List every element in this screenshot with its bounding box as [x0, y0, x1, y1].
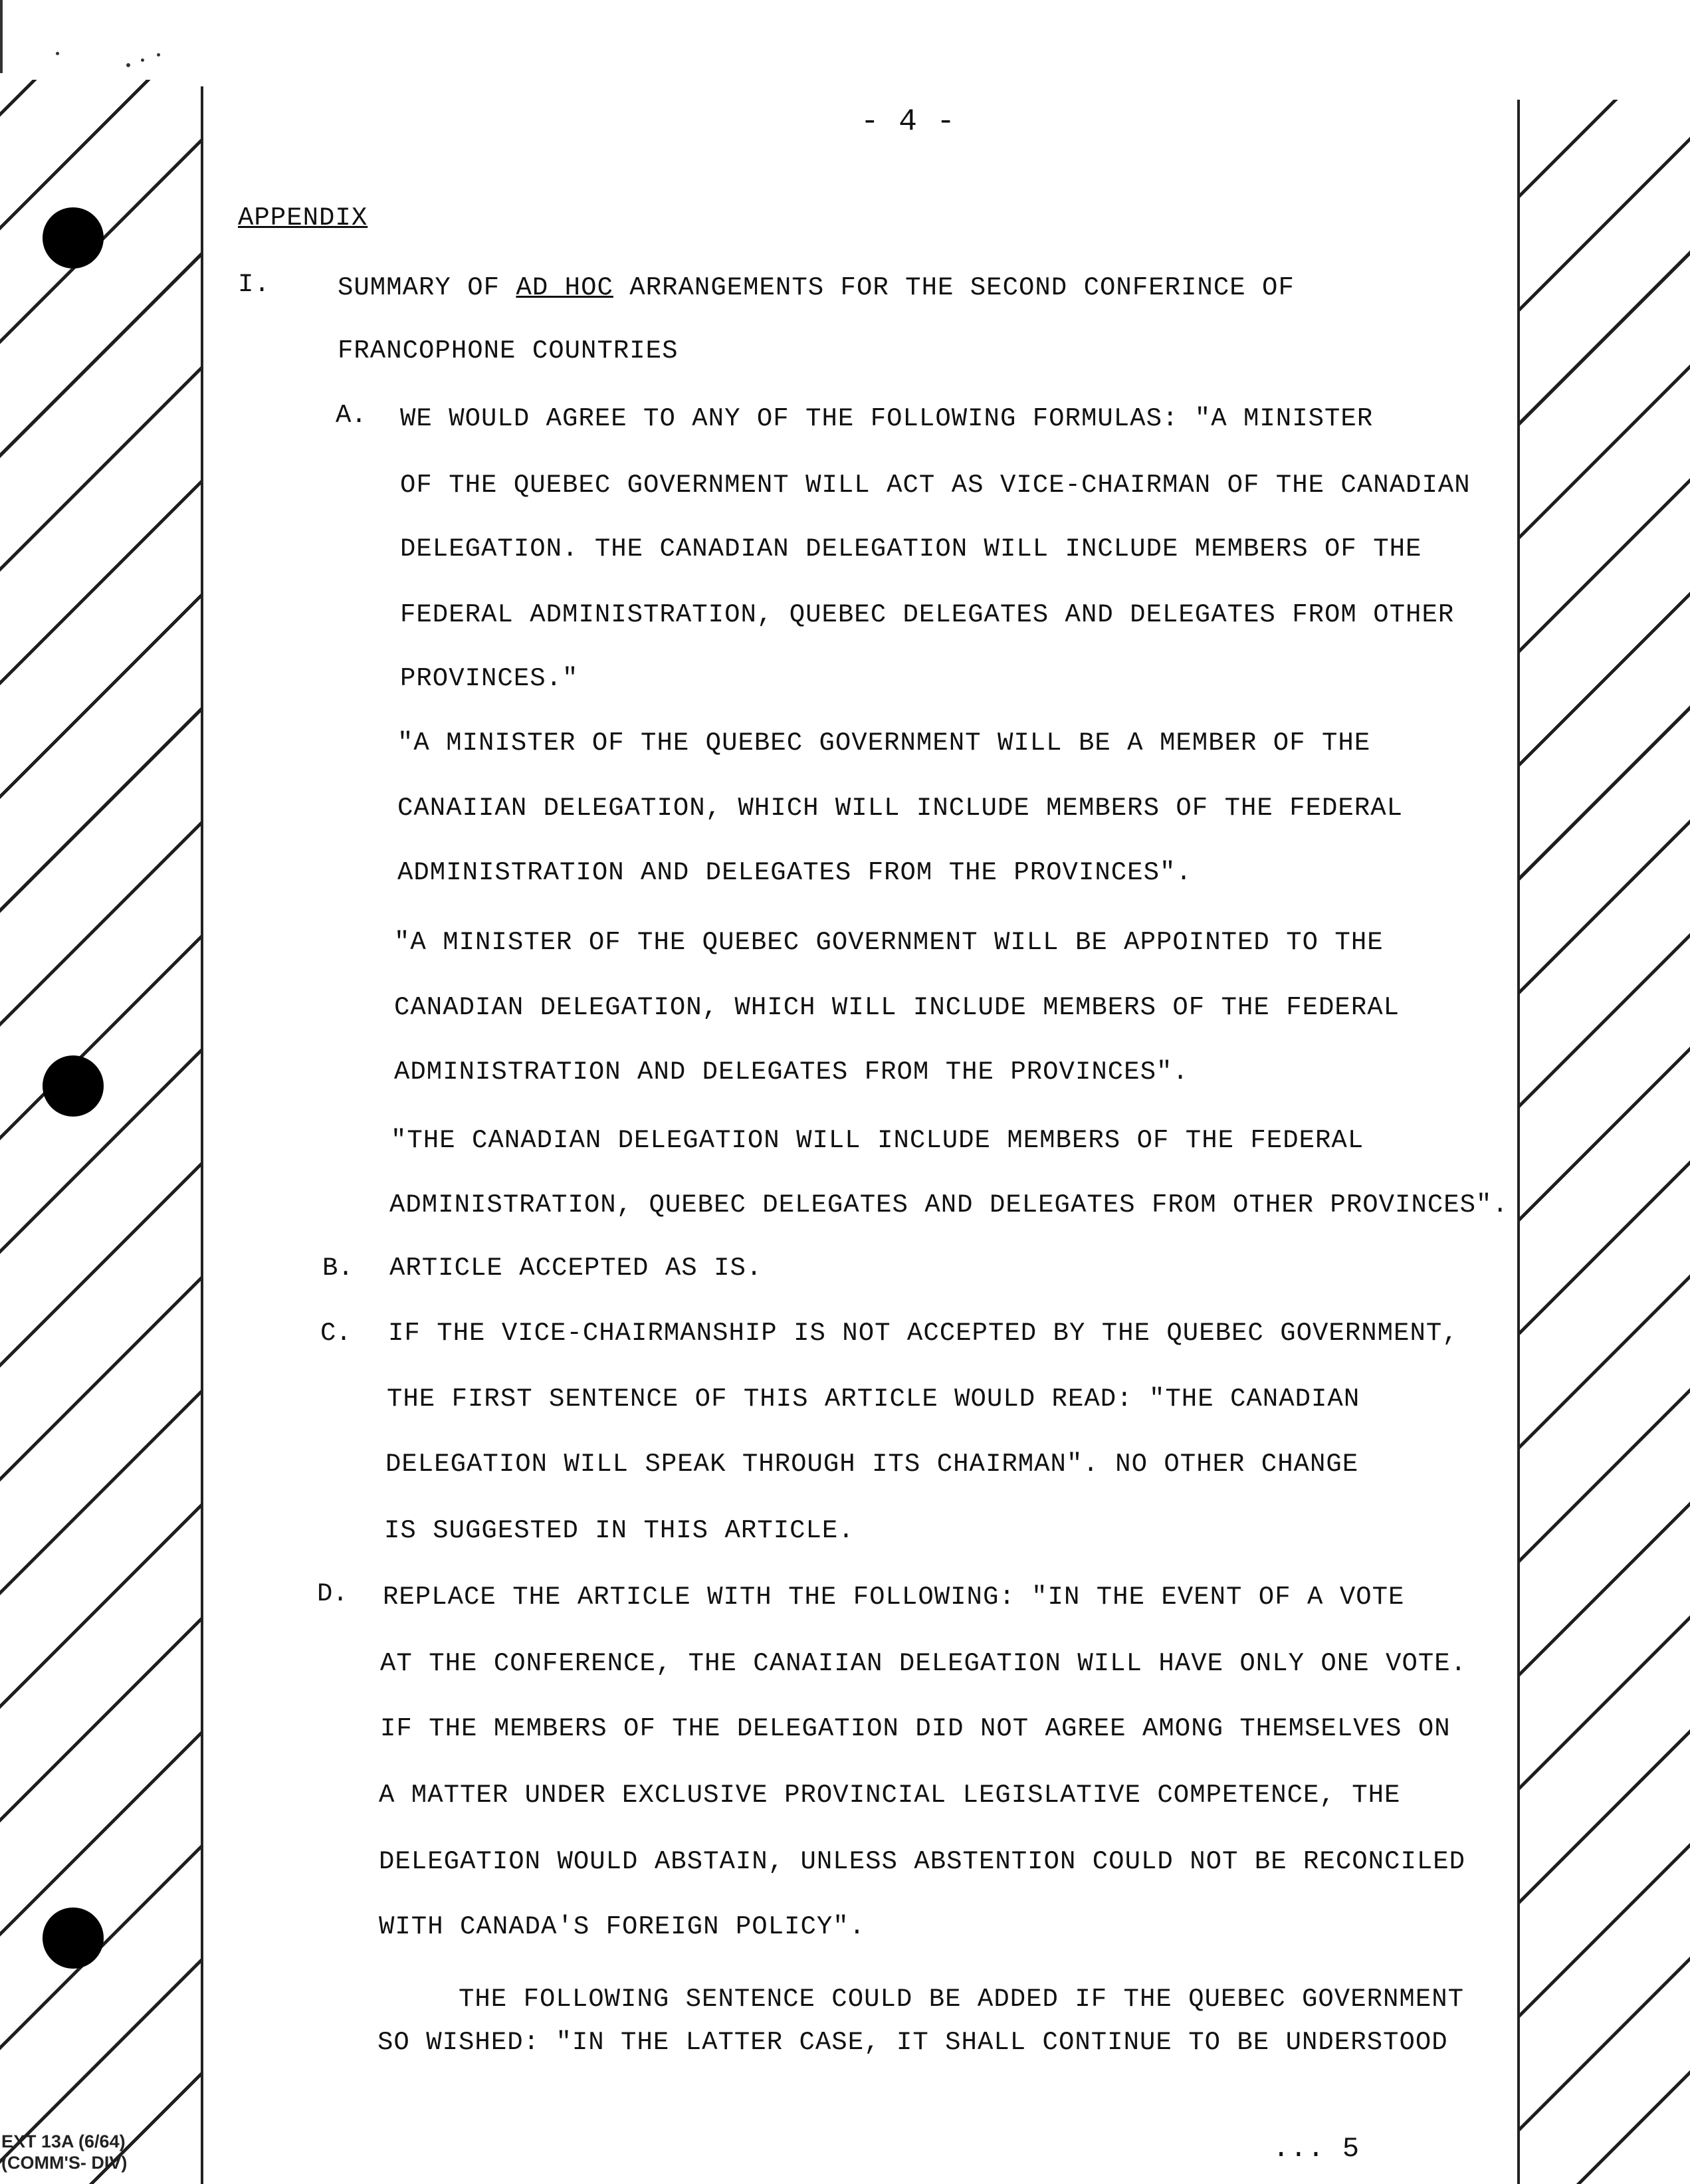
item-a-line: ADMINISTRATION, QUEBEC DELEGATES AND DELEGATES FROM OTHER PROVINCES".: [389, 1190, 1509, 1220]
item-b-letter: B.: [322, 1254, 354, 1283]
item-b-line: ARTICLE ACCEPTED AS IS.: [389, 1254, 763, 1283]
item-c-line: IS SUGGESTED IN THIS ARTICLE.: [384, 1516, 855, 1545]
punch-hole-bottom: [43, 1908, 104, 1969]
section-title-line-2: FRANCOPHONE COUNTRIES: [338, 336, 679, 366]
scan-speck: [56, 52, 59, 55]
item-a-line: OF THE QUEBEC GOVERNMENT WILL ACT AS VICE-CHAIRMAN OF THE CANADIAN: [400, 471, 1471, 500]
item-c-line: DELEGATION WILL SPEAK THROUGH ITS CHAIRMAN". NO OTHER CHANGE: [385, 1450, 1359, 1479]
item-d-line: A MATTER UNDER EXCLUSIVE PROVINCIAL LEGISLATIVE COMPETENCE, THE: [379, 1781, 1401, 1810]
form-code: [1, 2131, 127, 2173]
item-a-line: "A MINISTER OF THE QUEBEC GOVERNMENT WILL BE A MEMBER OF THE: [397, 728, 1371, 758]
section-title-prefix: SUMMARY OF: [338, 273, 516, 302]
item-d-letter: D.: [317, 1579, 348, 1608]
section-title-line-1: [338, 273, 1295, 303]
scan-speck: [126, 63, 130, 67]
item-a-line: FEDERAL ADMINISTRATION, QUEBEC DELEGATES AND DELEGATES FROM OTHER: [400, 600, 1455, 629]
continued-marker: ... 5: [1273, 2133, 1360, 2165]
item-a-line: ADMINISTRATION AND DELEGATES FROM THE PROVINCES".: [397, 858, 1192, 887]
scan-speck: [157, 53, 160, 56]
item-c-letter: C.: [320, 1319, 352, 1348]
item-d-followup-line: THE FOLLOWING SENTENCE COULD BE ADDED IF THE QUEBEC GOVERNMENT: [459, 1985, 1465, 2014]
form-code-line-2: (COMM'S- DIV): [1, 2153, 128, 2173]
item-d-line: REPLACE THE ARTICLE WITH THE FOLLOWING: "IN THE EVENT OF A VOTE: [383, 1583, 1405, 1612]
item-d-followup-line: SO WISHED: "IN THE LATTER CASE, IT SHALL CONTINUE TO BE UNDERSTOOD: [377, 2028, 1448, 2057]
item-a-letter: A.: [336, 401, 367, 430]
scan-edge-mark: [0, 0, 3, 73]
page-number: - 4 -: [861, 104, 956, 139]
form-code-line-1: EXT 13A (6/64): [1, 2131, 126, 2151]
punch-hole-middle: [43, 1055, 104, 1117]
left-margin-rule: [201, 86, 203, 2184]
item-a-line: "THE CANADIAN DELEGATION WILL INCLUDE MEMBERS OF THE FEDERAL: [391, 1126, 1364, 1155]
item-a-line: CANAIIAN DELEGATION, WHICH WILL INCLUDE MEMBERS OF THE FEDERAL: [397, 794, 1404, 823]
scan-speck: [141, 58, 144, 62]
left-hatched-margin: [0, 80, 203, 2184]
section-title-underlined: AD HOC: [516, 273, 613, 302]
item-d-line: WITH CANADA'S FOREIGN POLICY".: [379, 1912, 866, 1941]
item-a-line: PROVINCES.": [400, 664, 579, 693]
right-margin-rule: [1517, 100, 1520, 2184]
right-hatched-margin: [1519, 100, 1690, 2184]
item-a-line: "A MINISTER OF THE QUEBEC GOVERNMENT WILL BE APPOINTED TO THE: [394, 928, 1384, 957]
item-a-line: DELEGATION. THE CANADIAN DELEGATION WILL INCLUDE MEMBERS OF THE: [400, 534, 1422, 564]
item-c-line: IF THE VICE-CHAIRMANSHIP IS NOT ACCEPTED BY THE QUEBEC GOVERNMENT,: [388, 1319, 1459, 1348]
item-a-line: WE WOULD AGREE TO ANY OF THE FOLLOWING FORMULAS: "A MINISTER: [400, 404, 1374, 433]
appendix-heading: APPENDIX: [238, 203, 368, 233]
punch-hole-top: [43, 207, 104, 269]
item-c-line: THE FIRST SENTENCE OF THIS ARTICLE WOULD READ: "THE CANADIAN: [387, 1384, 1360, 1414]
item-d-line: DELEGATION WOULD ABSTAIN, UNLESS ABSTENTION COULD NOT BE RECONCILED: [379, 1847, 1466, 1876]
item-a-line: CANADIAN DELEGATION, WHICH WILL INCLUDE MEMBERS OF THE FEDERAL: [394, 993, 1400, 1022]
item-d-line: AT THE CONFERENCE, THE CANAIIAN DELEGATION WILL HAVE ONLY ONE VOTE.: [380, 1649, 1467, 1678]
item-a-line: ADMINISTRATION AND DELEGATES FROM THE PROVINCES".: [394, 1057, 1189, 1087]
section-number: I.: [238, 270, 270, 299]
item-d-line: IF THE MEMBERS OF THE DELEGATION DID NOT AGREE AMONG THEMSELVES ON: [380, 1714, 1451, 1743]
section-title-suffix: ARRANGEMENTS FOR THE SECOND CONFERINCE OF: [613, 273, 1295, 302]
